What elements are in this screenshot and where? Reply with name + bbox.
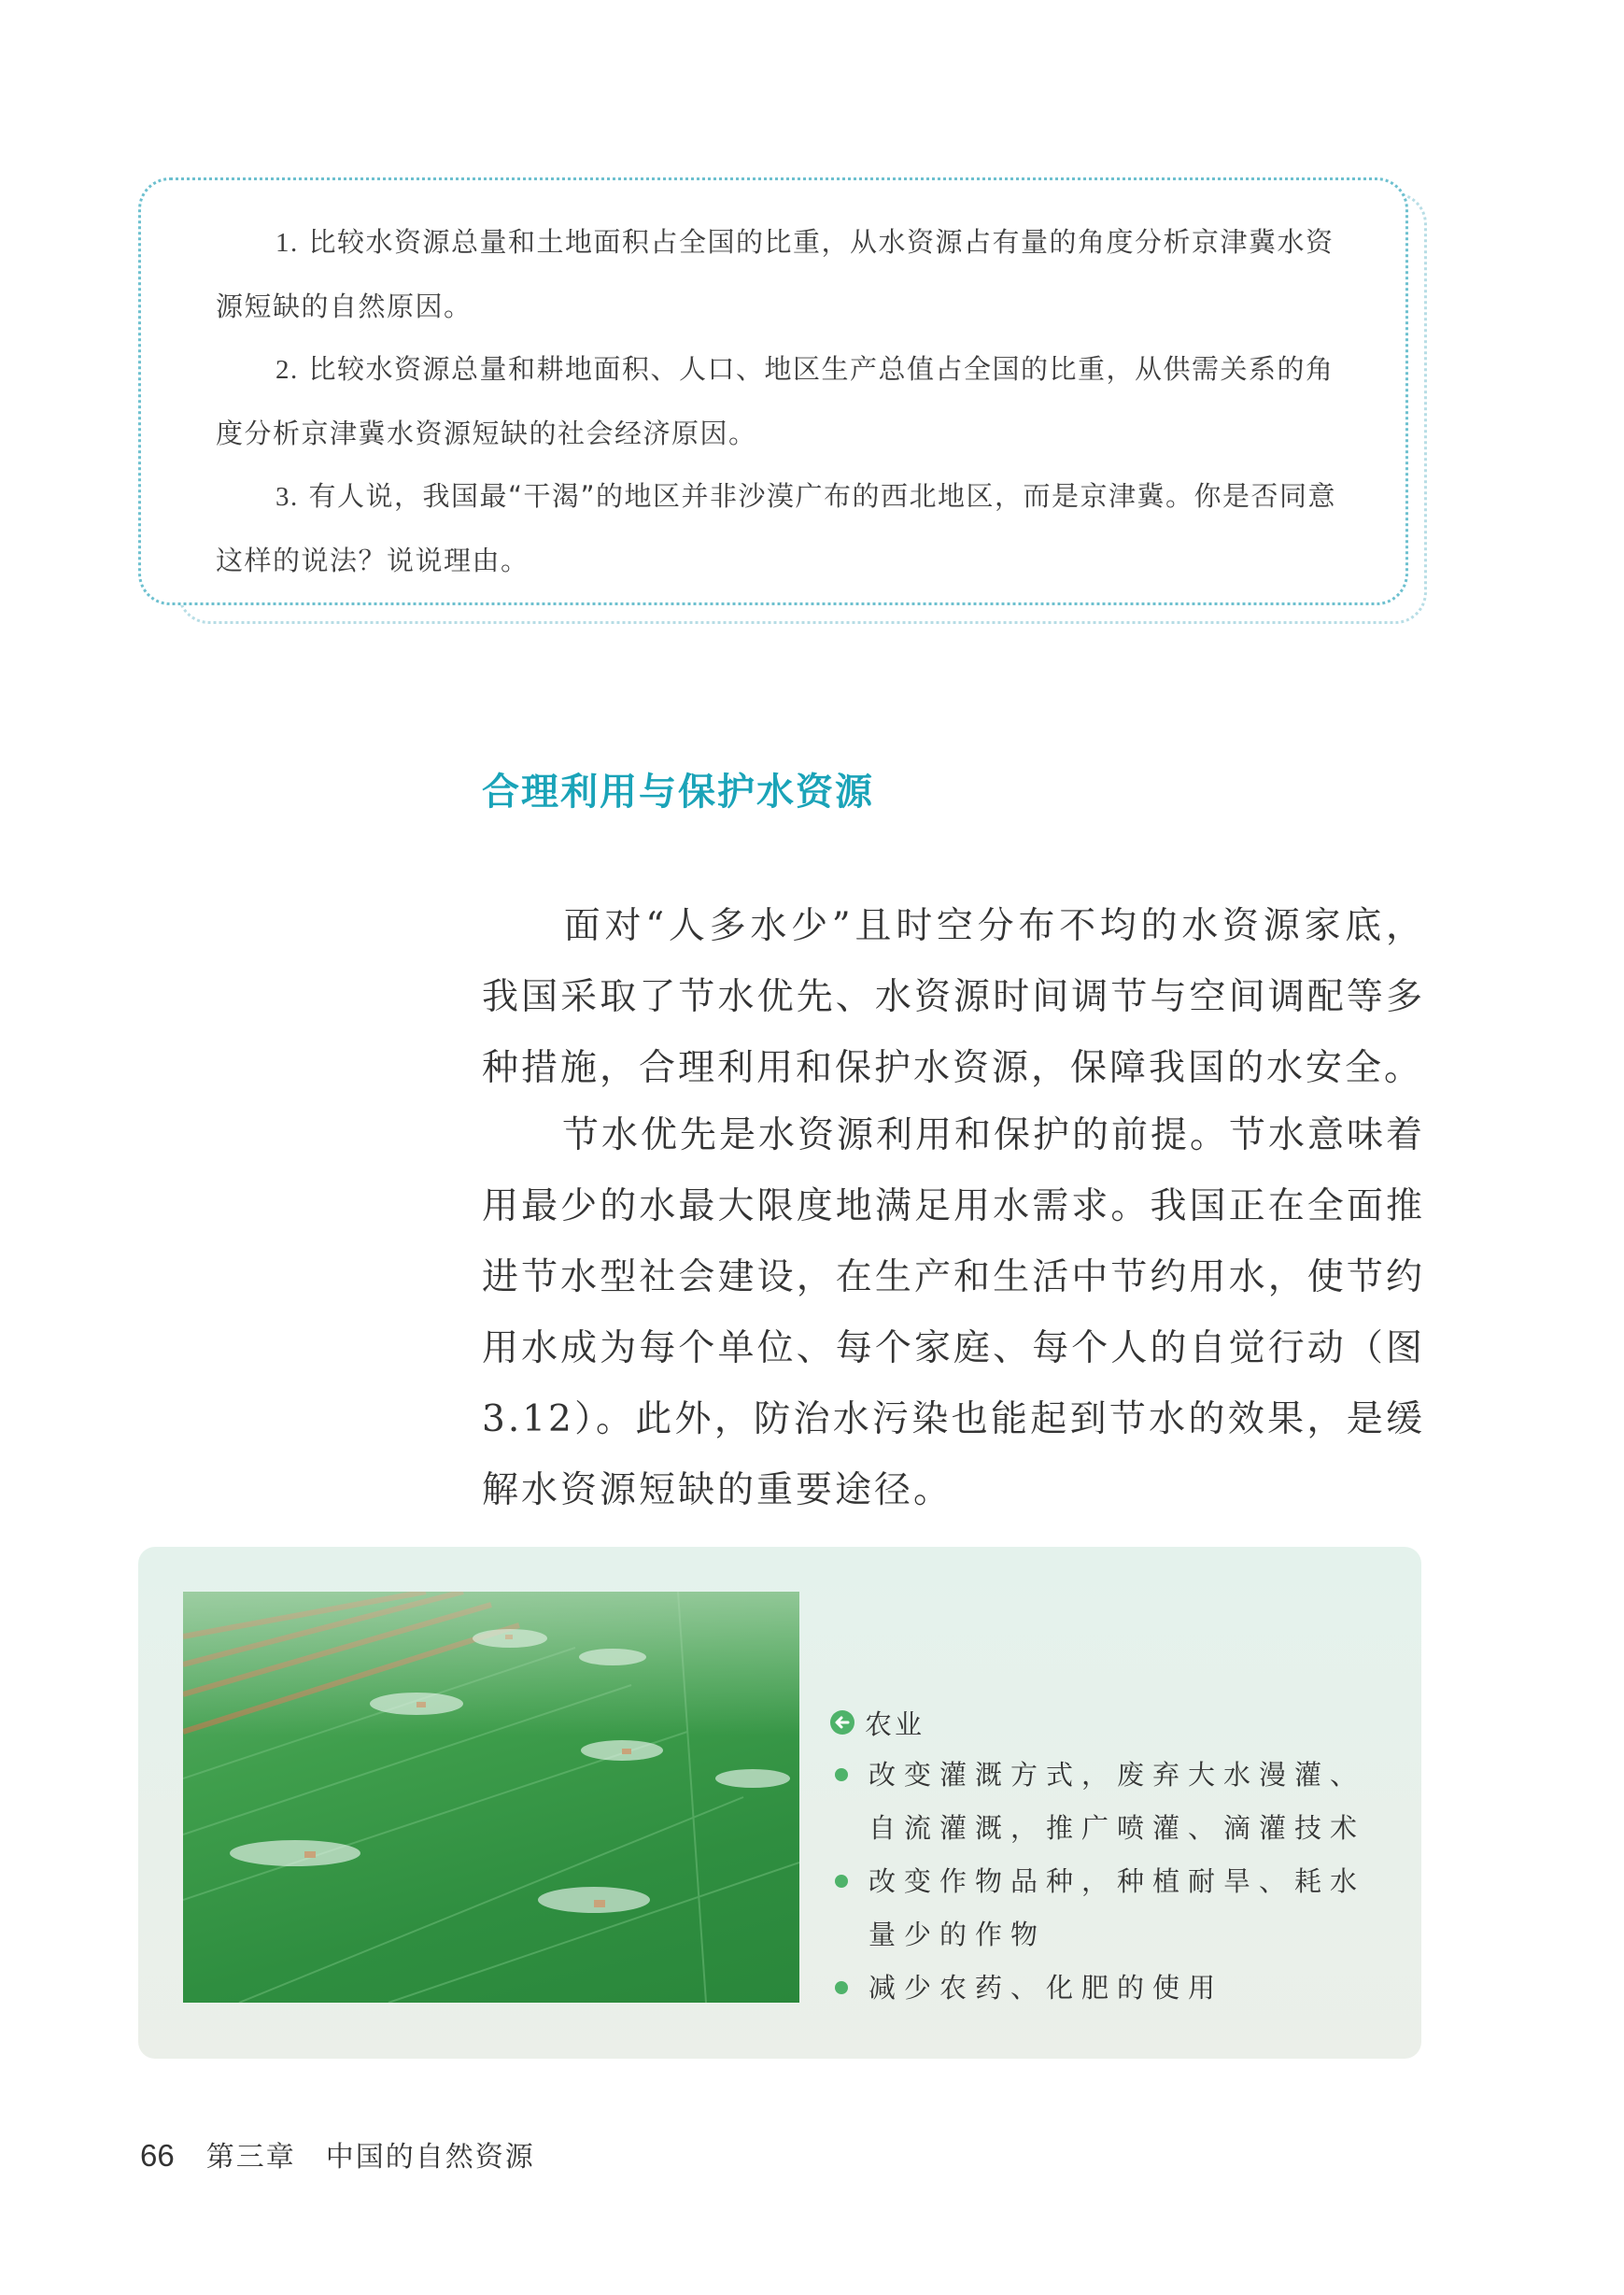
- section-title: 合理利用与保护水资源: [482, 771, 874, 814]
- activity-box: [138, 177, 1408, 605]
- bullet-icon: [835, 1768, 848, 1781]
- caption-list: [829, 1749, 1390, 2015]
- list-item: 减少农药、化肥的使用: [829, 1962, 1390, 2015]
- arrow-left-circle-icon: [829, 1709, 855, 1735]
- page-footer: [140, 2133, 535, 2175]
- figure-panel: [138, 1547, 1421, 2059]
- question-3: 3. 有人说，我国最“干渴”的地区并非沙漠广布的西北地区，而是京津冀。你是否同意这样的说法？说说理由。: [216, 480, 1337, 576]
- question-2: 2. 比较水资源总量和耕地面积、人口、地区生产总值占全国的比重，从供需关系的角度分析京津冀水资源短缺的社会经济原因。: [216, 353, 1335, 449]
- list-item: 改变灌溉方式，废弃大水漫灌、自流灌溉，推广喷灌、滴灌技术: [829, 1749, 1390, 1855]
- caption-heading: 农业: [829, 1700, 1390, 1745]
- chapter-title: 第三章 中国的自然资源: [205, 2141, 535, 2174]
- bullet-icon: [835, 1981, 848, 1994]
- farmland-sprinkler-photo: [183, 1592, 799, 2003]
- question-1: 1. 比较水资源总量和土地面积占全国的比重，从水资源占有量的角度分析京津冀水资源短缺的自然原因。: [216, 226, 1335, 322]
- bullet-icon: [835, 1875, 848, 1888]
- paragraph-2: 节水优先是水资源利用和保护的前提。节水意味着用最少的水最大限度地满足用水需求。我国正在全面推进节水型社会建设，在生产和生活中节约用水，使节约用水成为每个单位、每个家庭、每个人的自觉行动（图3.12）。此外，防治水污染也能起到节水的效果，是缓解水资源短缺的重要途径。: [482, 1114, 1426, 1511]
- figure-caption: [829, 1700, 1390, 2015]
- page-number: 66: [140, 2138, 175, 2173]
- paragraph-1: 面对“人多水少”且时空分布不均的水资源家底，我国采取了节水优先、水资源时间调节与空间调配等多种措施，合理利用和保护水资源，保障我国的水安全。: [482, 905, 1425, 1089]
- list-item: 改变作物品种，种植耐旱、耗水量少的作物: [829, 1855, 1390, 1962]
